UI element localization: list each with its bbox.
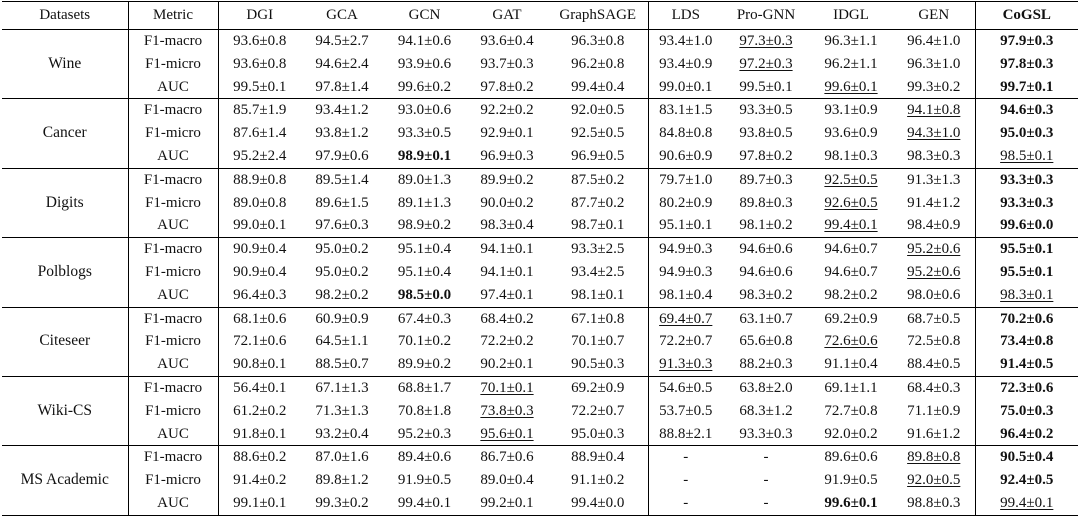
value-cell: 91.4±0.5 (975, 353, 1078, 376)
value-cell: 99.3±0.2 (907, 78, 961, 95)
value-cell: 95.1±0.4 (397, 241, 452, 258)
value-cell: 89.5±1.4 (315, 171, 369, 188)
value-cell: 99.4±0.1 (397, 494, 452, 511)
table-row (2, 376, 1078, 399)
value-cell: 97.9±0.6 (315, 147, 369, 164)
metric-cell: F1-micro (128, 192, 218, 215)
value-cell: 91.4±1.2 (907, 194, 961, 211)
dataset-group (2, 307, 1078, 376)
value-cell: 99.0±0.1 (659, 78, 713, 95)
value-cell: 86.7±0.6 (480, 449, 534, 466)
value-cell: 72.6±0.6 (824, 333, 878, 350)
metric-cell: F1-micro (128, 400, 218, 423)
value-cell: 93.4±1.0 (659, 33, 713, 49)
table-row (2, 76, 1078, 99)
value-cell: 94.3±1.0 (907, 125, 961, 142)
value-cell: 72.5±0.8 (907, 333, 961, 350)
value-cell: 54.6±0.5 (659, 379, 713, 396)
value-cell: 70.1±0.2 (397, 333, 452, 350)
metric-cell: F1-micro (128, 261, 218, 284)
dataset-name-cell: Wiki-CS (2, 376, 128, 445)
value-cell: 89.6±0.6 (824, 449, 878, 466)
value-cell: 94.1±0.8 (907, 102, 961, 119)
value-cell: 96.9±0.3 (480, 147, 534, 164)
value-cell: 93.9±0.6 (397, 55, 452, 72)
value-cell: 98.2±0.2 (315, 286, 369, 303)
value-cell: 99.2±0.1 (480, 494, 534, 511)
value-cell: 98.8±0.3 (907, 494, 961, 511)
value-cell: 95.2±0.6 (907, 263, 961, 280)
value-cell: 97.8±0.2 (480, 78, 534, 95)
value-cell: 89.4±0.6 (397, 449, 452, 466)
value-cell: 98.3±0.2 (739, 286, 793, 303)
value-cell: 87.6±1.4 (233, 125, 287, 142)
value-cell: 67.1±0.8 (548, 307, 648, 330)
value-cell: 68.4±0.3 (907, 379, 961, 396)
value-cell: 89.0±0.8 (233, 194, 287, 211)
value-cell: 87.0±1.6 (315, 449, 369, 466)
metric-cell: F1-macro (128, 168, 218, 191)
metric-cell: F1-macro (128, 376, 218, 399)
value-cell: 95.0±0.2 (315, 241, 369, 258)
value-cell: 99.5±0.1 (233, 78, 287, 95)
value-cell: 95.1±0.1 (659, 217, 713, 234)
value-cell: 93.0±0.6 (397, 102, 452, 119)
value-cell: 95.0±0.3 (975, 122, 1078, 145)
table-row (2, 192, 1078, 215)
column-header-idgl: IDGL (833, 7, 869, 23)
value-cell: 88.5±0.7 (315, 356, 369, 373)
value-cell: 96.9±0.5 (548, 145, 648, 168)
value-cell: 75.0±0.3 (975, 400, 1078, 423)
value-cell: 95.6±0.1 (480, 425, 534, 442)
value-cell: 95.1±0.4 (397, 263, 452, 280)
metric-cell: AUC (128, 214, 218, 237)
value-cell: 93.4±0.9 (659, 55, 713, 72)
value-cell: 60.9±0.9 (315, 310, 369, 327)
column-header-metric: Metric (128, 2, 218, 30)
dataset-group (2, 376, 1078, 445)
value-cell: 70.2±0.6 (975, 307, 1078, 330)
column-header-pro-gnn: Pro-GNN (736, 7, 796, 23)
table-row (2, 261, 1078, 284)
value-cell: 94.1±0.1 (480, 241, 534, 258)
value-cell: 99.5±0.1 (739, 78, 793, 95)
value-cell: 98.9±0.2 (397, 217, 452, 234)
table-row (2, 53, 1078, 76)
value-cell: 89.9±0.2 (397, 356, 452, 373)
value-cell: 94.6±0.7 (824, 241, 878, 258)
value-cell: 69.4±0.7 (659, 310, 713, 327)
value-cell: 89.9±0.2 (480, 171, 534, 188)
metric-cell: AUC (128, 492, 218, 515)
value-cell: 72.3±0.6 (975, 376, 1078, 399)
value-cell: 65.6±0.8 (739, 333, 793, 350)
value-cell: 98.1±0.2 (739, 217, 793, 234)
value-cell: 90.9±0.4 (233, 263, 287, 280)
value-cell: 69.1±1.1 (824, 379, 878, 396)
value-cell: 98.3±0.4 (480, 217, 534, 234)
table-row (2, 99, 1078, 122)
value-cell: 89.0±0.4 (480, 472, 534, 489)
table-row (2, 423, 1078, 446)
dataset-group (2, 446, 1078, 515)
metric-cell: F1-macro (128, 307, 218, 330)
value-cell: 93.3±0.5 (739, 102, 793, 119)
value-cell: 95.5±0.1 (975, 238, 1078, 261)
metric-cell: F1-macro (128, 446, 218, 469)
value-cell: 69.2±0.9 (824, 310, 878, 327)
value-cell: 71.3±1.3 (315, 402, 369, 419)
value-cell: 90.9±0.4 (233, 241, 287, 258)
value-cell: - (763, 472, 769, 489)
value-cell: 93.4±1.2 (315, 102, 369, 119)
value-cell: 99.4±0.4 (548, 76, 648, 99)
value-cell: 69.2±0.9 (548, 376, 648, 399)
value-cell: 91.8±0.1 (233, 425, 287, 442)
value-cell: 94.6±0.6 (739, 241, 793, 258)
value-cell: 64.5±1.1 (315, 333, 369, 350)
value-cell: 94.6±0.7 (824, 263, 878, 280)
value-cell: 98.9±0.1 (397, 147, 452, 164)
value-cell: 93.4±2.5 (548, 261, 648, 284)
value-cell: 87.5±0.2 (548, 168, 648, 191)
value-cell: 92.5±0.5 (548, 122, 648, 145)
value-cell: 83.1±1.5 (659, 102, 713, 119)
value-cell: 94.6±0.6 (739, 263, 793, 280)
value-cell: 84.8±0.8 (659, 125, 713, 142)
value-cell: 93.6±0.9 (824, 125, 878, 142)
column-header-dgi: DGI (246, 7, 274, 23)
table-row (2, 446, 1078, 469)
value-cell: 93.1±0.9 (824, 102, 878, 119)
column-header-graphsage: GraphSAGE (548, 2, 648, 30)
value-cell: 68.8±1.7 (397, 379, 452, 396)
value-cell: 93.6±0.8 (233, 55, 287, 72)
value-cell: 91.3±0.3 (659, 356, 713, 373)
value-cell: 98.1±0.3 (824, 147, 878, 164)
value-cell: 99.4±0.0 (548, 492, 648, 515)
metric-cell: F1-micro (128, 330, 218, 353)
value-cell: 94.6±0.3 (975, 99, 1078, 122)
value-cell: 91.1±0.2 (548, 469, 648, 492)
value-cell: 67.1±1.3 (315, 379, 369, 396)
value-cell: 89.0±1.3 (397, 171, 452, 188)
value-cell: 85.7±1.9 (233, 102, 287, 119)
column-header-lds: LDS (671, 7, 700, 23)
dataset-name-cell: Polblogs (2, 238, 128, 307)
value-cell: 91.3±1.3 (907, 171, 961, 188)
value-cell: 94.6±2.4 (315, 55, 369, 72)
value-cell: - (683, 472, 689, 489)
value-cell: 99.3±0.2 (315, 494, 369, 511)
metric-cell: F1-micro (128, 122, 218, 145)
table-row (2, 30, 1078, 53)
value-cell: 99.6±0.0 (975, 214, 1078, 237)
value-cell: 73.8±0.3 (480, 402, 534, 419)
value-cell: 93.8±0.5 (739, 125, 793, 142)
table-row (2, 330, 1078, 353)
value-cell: 89.7±0.3 (739, 171, 793, 188)
value-cell: 90.5±0.4 (975, 446, 1078, 469)
value-cell: 88.8±2.1 (659, 425, 713, 442)
value-cell: 90.0±0.2 (480, 194, 534, 211)
value-cell: 88.6±0.2 (233, 449, 287, 466)
value-cell: 97.3±0.3 (739, 33, 793, 49)
value-cell: 72.2±0.7 (659, 333, 713, 350)
value-cell: 90.5±0.3 (548, 353, 648, 376)
results-table (2, 1, 1078, 516)
value-cell: 93.7±0.3 (480, 55, 534, 72)
value-cell: 92.0±0.5 (548, 99, 648, 122)
value-cell: 72.1±0.6 (233, 333, 287, 350)
value-cell: 99.7±0.1 (975, 76, 1078, 99)
table-row (2, 238, 1078, 261)
value-cell: 97.8±0.2 (739, 147, 793, 164)
column-header-gen: GEN (918, 7, 950, 23)
value-cell: 93.6±0.4 (480, 33, 534, 49)
value-cell: 80.2±0.9 (659, 194, 713, 211)
table-row (2, 168, 1078, 191)
metric-cell: AUC (128, 284, 218, 307)
table-row (2, 353, 1078, 376)
value-cell: 96.2±1.1 (824, 55, 878, 72)
value-cell: 95.2±0.6 (907, 241, 961, 258)
value-cell: 91.9±0.5 (824, 472, 878, 489)
table-row (2, 492, 1078, 515)
column-header-gca: GCA (326, 7, 358, 23)
value-cell: 95.2±0.3 (397, 425, 452, 442)
value-cell: 68.1±0.6 (233, 310, 287, 327)
value-cell: 99.6±0.1 (824, 78, 878, 95)
value-cell: 99.0±0.1 (233, 217, 287, 234)
table-row (2, 307, 1078, 330)
value-cell: 96.3±1.0 (907, 55, 961, 72)
dataset-name-cell: MS Academic (2, 446, 128, 515)
value-cell: 70.1±0.1 (480, 379, 534, 396)
value-cell: 93.3±0.3 (975, 168, 1078, 191)
metric-cell: AUC (128, 353, 218, 376)
value-cell: 99.6±0.2 (397, 78, 452, 95)
value-cell: 96.4±1.0 (907, 33, 961, 49)
dataset-name-cell: Wine (2, 30, 128, 99)
value-cell: 70.1±0.7 (548, 330, 648, 353)
value-cell: 90.2±0.1 (480, 356, 534, 373)
value-cell: 93.2±0.4 (315, 425, 369, 442)
value-cell: 98.5±0.1 (975, 145, 1078, 168)
metric-cell: AUC (128, 423, 218, 446)
metric-cell: F1-macro (128, 30, 218, 53)
column-header-cogsl: CoGSL (975, 2, 1078, 30)
value-cell: 98.3±0.1 (975, 284, 1078, 307)
column-header-gcn: GCN (408, 7, 441, 23)
value-cell: 91.1±0.4 (824, 356, 878, 373)
value-cell: 68.7±0.5 (907, 310, 961, 327)
value-cell: 63.1±0.7 (739, 310, 793, 327)
table-row (2, 400, 1078, 423)
value-cell: 71.1±0.9 (907, 402, 961, 419)
value-cell: 91.6±1.2 (907, 425, 961, 442)
value-cell: 95.5±0.1 (975, 261, 1078, 284)
value-cell: - (683, 494, 689, 511)
table-row (2, 122, 1078, 145)
table-row (2, 214, 1078, 237)
value-cell: 94.1±0.1 (480, 263, 534, 280)
value-cell: 72.2±0.7 (548, 400, 648, 423)
value-cell: 89.8±0.3 (739, 194, 793, 211)
value-cell: 97.2±0.3 (739, 55, 793, 72)
value-cell: 92.0±0.5 (907, 472, 961, 489)
value-cell: 67.4±0.3 (397, 310, 452, 327)
column-header-datasets: Datasets (2, 2, 128, 30)
value-cell: 94.1±0.6 (397, 33, 452, 49)
metric-cell: F1-macro (128, 238, 218, 261)
value-cell: 88.9±0.4 (548, 446, 648, 469)
value-cell: 87.7±0.2 (548, 192, 648, 215)
value-cell: 97.8±0.3 (975, 53, 1078, 76)
value-cell: - (763, 449, 769, 466)
value-cell: 96.2±0.8 (548, 53, 648, 76)
value-cell: 89.8±0.8 (907, 449, 961, 466)
value-cell: 99.4±0.1 (824, 217, 878, 234)
value-cell: 97.9±0.3 (975, 30, 1078, 53)
value-cell: 99.1±0.1 (233, 494, 287, 511)
value-cell: 88.9±0.8 (233, 171, 287, 188)
value-cell: 93.6±0.8 (233, 33, 287, 49)
table-row (2, 469, 1078, 492)
value-cell: 93.3±0.5 (397, 125, 452, 142)
metric-cell: F1-micro (128, 53, 218, 76)
value-cell: 98.1±0.1 (548, 284, 648, 307)
value-cell: 97.4±0.1 (480, 286, 534, 303)
value-cell: 88.4±0.5 (907, 356, 961, 373)
value-cell: 92.2±0.2 (480, 102, 534, 119)
value-cell: 99.6±0.1 (824, 494, 878, 511)
value-cell: 92.4±0.5 (975, 469, 1078, 492)
value-cell: 95.0±0.3 (548, 423, 648, 446)
value-cell: 61.2±0.2 (233, 402, 287, 419)
value-cell: 94.9±0.3 (659, 263, 713, 280)
dataset-group (2, 99, 1078, 168)
value-cell: 92.6±0.5 (824, 194, 878, 211)
value-cell: 98.2±0.2 (824, 286, 878, 303)
metric-cell: F1-micro (128, 469, 218, 492)
value-cell: 53.7±0.5 (659, 402, 713, 419)
value-cell: 91.9±0.5 (397, 472, 452, 489)
value-cell: 91.4±0.2 (233, 472, 287, 489)
value-cell: 94.9±0.3 (659, 241, 713, 258)
value-cell: 97.6±0.3 (315, 217, 369, 234)
value-cell: 68.3±1.2 (739, 402, 793, 419)
value-cell: 68.4±0.2 (480, 310, 534, 327)
value-cell: 95.0±0.2 (315, 263, 369, 280)
value-cell: 95.2±2.4 (233, 147, 287, 164)
value-cell: 89.8±1.2 (315, 472, 369, 489)
dataset-group (2, 238, 1078, 307)
value-cell: 98.0±0.6 (907, 286, 961, 303)
value-cell: 89.1±1.3 (397, 194, 452, 211)
value-cell: 93.3±0.3 (739, 425, 793, 442)
value-cell: 99.4±0.1 (975, 492, 1078, 515)
value-cell: 92.9±0.1 (480, 125, 534, 142)
value-cell: 72.2±0.2 (480, 333, 534, 350)
table-row (2, 284, 1078, 307)
value-cell: 88.2±0.3 (739, 356, 793, 373)
header-row (2, 2, 1078, 30)
value-cell: - (683, 449, 689, 466)
value-cell: 63.8±2.0 (739, 379, 793, 396)
value-cell: 96.4±0.3 (233, 286, 287, 303)
value-cell: - (763, 494, 769, 511)
value-cell: 93.3±2.5 (548, 238, 648, 261)
value-cell: 92.0±0.2 (824, 425, 878, 442)
value-cell: 79.7±1.0 (659, 171, 713, 188)
value-cell: 56.4±0.1 (233, 379, 287, 396)
value-cell: 90.6±0.9 (659, 147, 713, 164)
value-cell: 96.4±0.2 (975, 423, 1078, 446)
table-header (2, 2, 1078, 30)
value-cell: 93.3±0.3 (975, 192, 1078, 215)
dataset-name-cell: Cancer (2, 99, 128, 168)
metric-cell: AUC (128, 76, 218, 99)
dataset-group (2, 168, 1078, 237)
value-cell: 98.5±0.0 (397, 286, 452, 303)
table-row (2, 145, 1078, 168)
metric-cell: AUC (128, 145, 218, 168)
value-cell: 89.6±1.5 (315, 194, 369, 211)
value-cell: 97.8±1.4 (315, 78, 369, 95)
value-cell: 70.8±1.8 (397, 402, 452, 419)
value-cell: 92.5±0.5 (824, 171, 878, 188)
value-cell: 96.3±0.8 (548, 30, 648, 53)
value-cell: 98.7±0.1 (548, 214, 648, 237)
value-cell: 94.5±2.7 (315, 33, 369, 49)
dataset-name-cell: Citeseer (2, 307, 128, 376)
value-cell: 96.3±1.1 (824, 33, 878, 49)
column-header-gat: GAT (492, 7, 522, 23)
value-cell: 98.3±0.3 (907, 147, 961, 164)
value-cell: 72.7±0.8 (824, 402, 878, 419)
value-cell: 93.8±1.2 (315, 125, 369, 142)
metric-cell: F1-macro (128, 99, 218, 122)
value-cell: 90.8±0.1 (233, 356, 287, 373)
value-cell: 73.4±0.8 (975, 330, 1078, 353)
value-cell: 98.1±0.4 (659, 286, 713, 303)
dataset-name-cell: Digits (2, 168, 128, 237)
dataset-group (2, 30, 1078, 99)
value-cell: 98.4±0.9 (907, 217, 961, 234)
